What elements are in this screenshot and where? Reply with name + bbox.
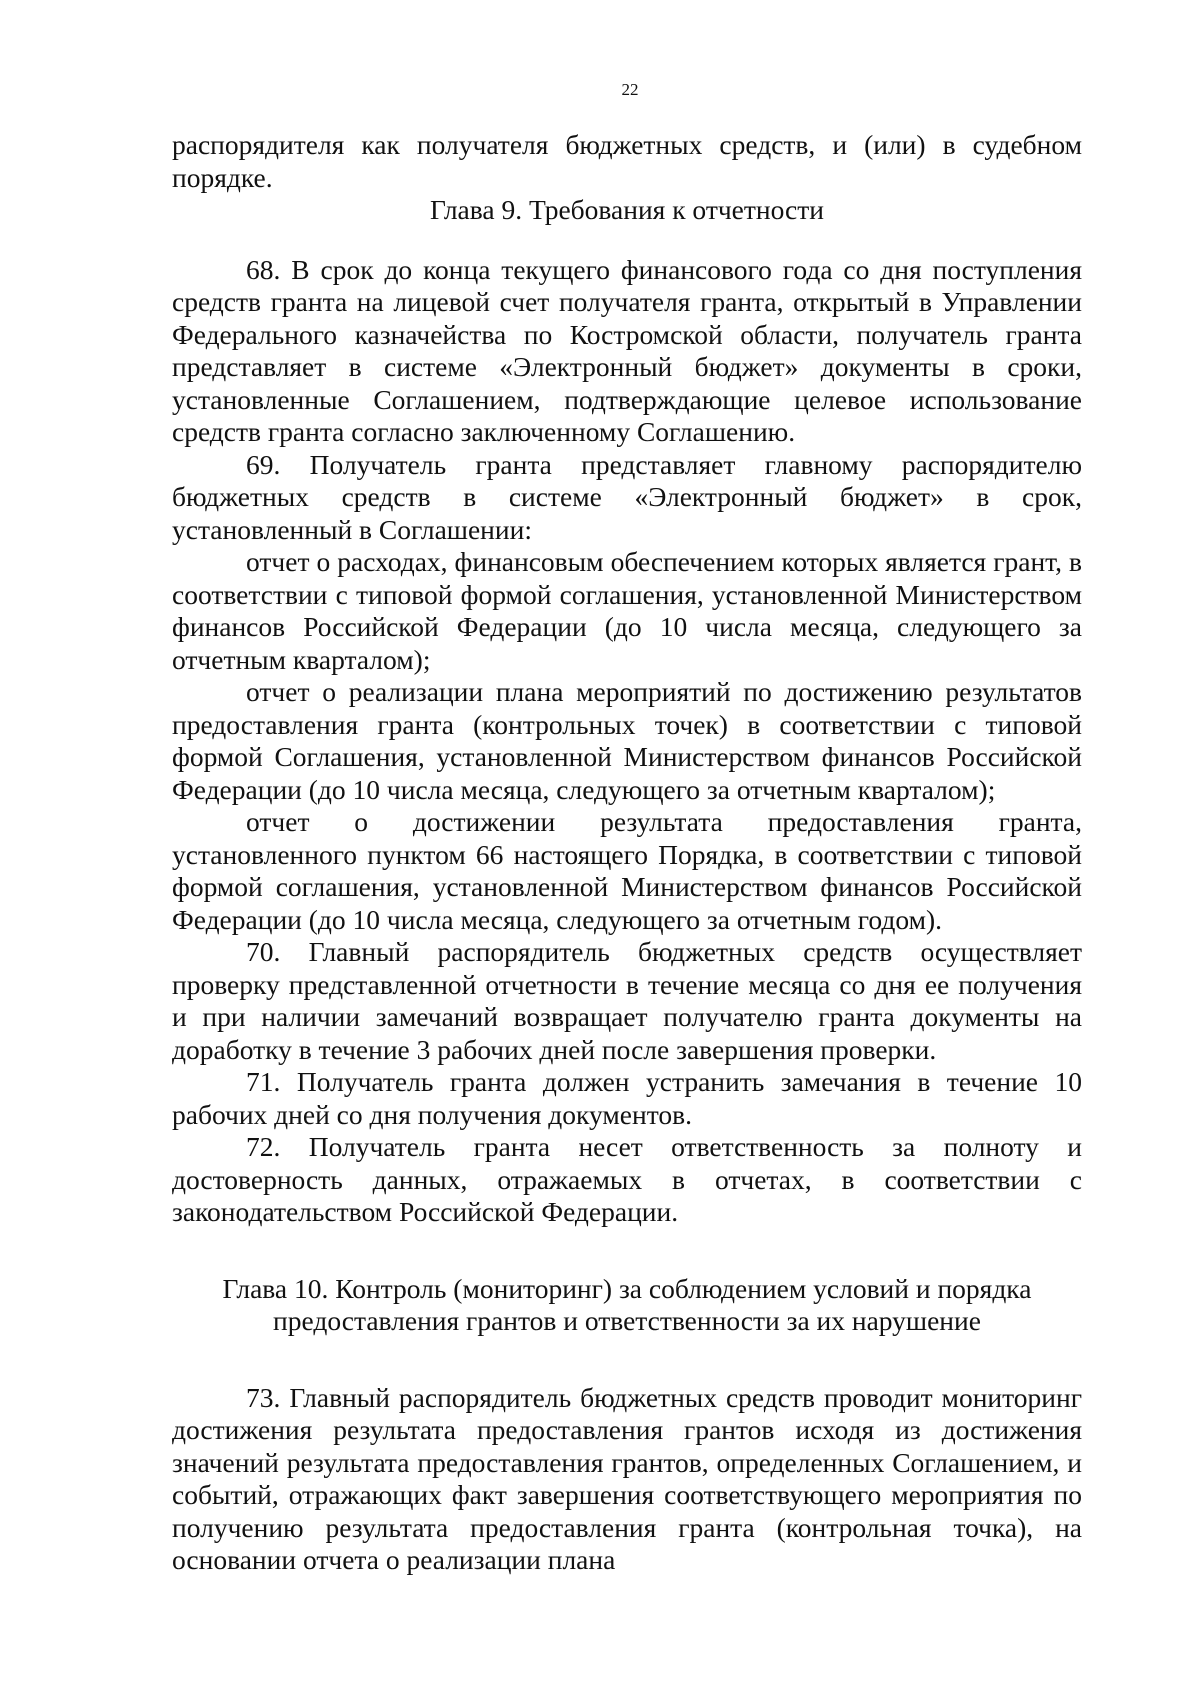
chapter-10-heading-line-2: предоставления грантов и ответственности за их нарушение xyxy=(273,1305,981,1336)
report-expenses-item: отчет о расходах, финансовым обеспечением которых является грант, в соответствии с типовой формой соглашения, установленной Министерством финансов Российской Федерации (до 10 числа месяца, следующего за отчетным кварталом); xyxy=(172,546,1082,675)
chapter-9-heading: Глава 9. Требования к отчетности xyxy=(430,194,824,225)
paragraph-69: 69. Получатель гранта представляет главному распорядителю бюджетных средств в системе «Электронный бюджет» в срок, установленный в Соглашении: xyxy=(172,448,1082,545)
paragraph-70: 70. Главный распорядитель бюджетных средств осуществляет проверку представленной отчетности в течение месяца со дня ее получения и при наличии замечаний возвращает получателю гранта документы на доработку в течение 3 рабочих дней после завершения проверки. xyxy=(172,936,1082,1065)
report-plan-item: отчет о реализации плана мероприятий по достижению результатов предоставления гранта (контрольных точек) в соответствии с типовой формой Соглашения, установленной Министерством финансов Российской Федерации (до 10 числа месяца, следующего за отчетным кварталом); xyxy=(172,676,1082,805)
paragraph-73: 73. Главный распорядитель бюджетных средств проводит мониторинг достижения результата предоставления грантов исходя из достижения значений результата предоставления грантов, определенных Соглашением, и событий, отражающих факт завершения соответствующего мероприятия по получению результата предоставления гранта (контрольная точка), на основании отчета о реализации плана xyxy=(172,1381,1082,1575)
paragraph-68: 68. В срок до конца текущего финансового года со дня поступления средств гранта на лицевой счет получателя гранта, открытый в Управлении Федерального казначейства по Костромской области, получатель гранта представляет в системе «Электронный бюджет» документы в сроки, установленные Соглашением, подтверждающие целевое использование средств гранта согласно заключенному Соглашению. xyxy=(172,253,1082,447)
page-number: 22 xyxy=(621,80,639,99)
chapter-10-heading-line-1: Глава 10. Контроль (мониторинг) за соблюдением условий и порядка xyxy=(222,1272,1032,1304)
paragraph-72: 72. Получатель гранта несет ответственность за полноту и достоверность данных, отражаемых в отчетах, в соответствии с законодательством Российской Федерации. xyxy=(172,1131,1082,1227)
paragraph-71: 71. Получатель гранта должен устранить замечания в течение 10 рабочих дней со дня получения документов. xyxy=(172,1066,1082,1130)
document-body xyxy=(172,129,1082,1577)
report-result-item: отчет о достижении результата предоставления гранта, установленного пунктом 66 настоящего Порядка, в соответствии с типовой формой соглашения, установленной Министерством финансов Российской Федерации (до 10 числа месяца, следующего за отчетным годом). xyxy=(172,806,1082,935)
intro-paragraph: распорядителя как получателя бюджетных средств, и (или) в судебном порядке. xyxy=(172,129,1082,193)
chapter-10-heading xyxy=(172,1273,1082,1338)
